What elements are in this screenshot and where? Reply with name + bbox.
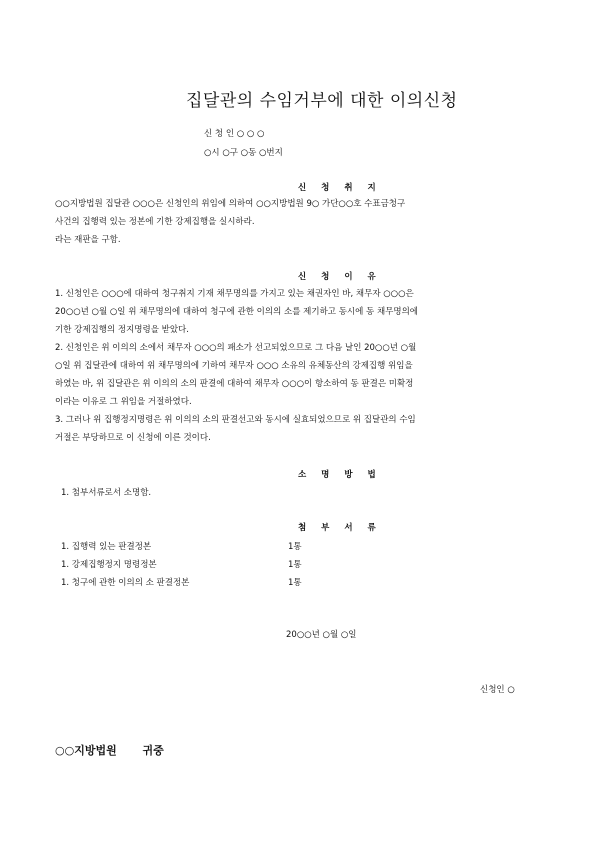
- applicant-name: 신 청 인 ○ ○ ○: [204, 129, 265, 139]
- attachment-item-count: 1통: [288, 542, 302, 552]
- document-title: 집달관의 수임거부에 대한 이의신청: [186, 91, 458, 111]
- reasons-body: [55, 285, 418, 447]
- proof-item: 1. 첨부서류로서 소명함.: [61, 488, 152, 498]
- attachment-item-count: 1통: [288, 578, 302, 588]
- signature-line: 신청인 ○: [480, 685, 515, 695]
- reasons-line: 20○○년 ○월 ○일 위 채무명의에 대하여 청구에 관한 이의의 소를 제기하고 동시에 동 채무명의에: [55, 307, 418, 317]
- attachments-heading: 첨 부 서 류: [298, 523, 382, 533]
- court-name: ○○지방법원: [55, 744, 117, 757]
- court-suffix: 귀중: [142, 744, 164, 757]
- purpose-line: ○○지방법원 집달관 ○○○은 신청인의 위임에 의하여 ○○지방법원 9○ 가단○○호 수표금청구: [55, 199, 406, 209]
- reasons-line: 기한 강제집행의 정지명령을 받았다.: [55, 325, 189, 335]
- purpose-body: [55, 195, 405, 249]
- purpose-line: 라는 재판을 구함.: [55, 235, 121, 245]
- proof-heading: 소 명 방 법: [298, 470, 382, 480]
- reasons-line: 1. 신청인은 ○○○에 대하여 청구취지 기재 채무명의를 가지고 있는 채권자인 바, 채무자 ○○○은: [55, 289, 414, 299]
- reasons-heading: 신 청 이 유: [298, 272, 382, 282]
- reasons-line: 하였는 바, 위 집달관은 위 이의의 소의 판결에 대하여 채무자 ○○○이 항소하여 동 판결은 미확정: [55, 379, 414, 389]
- reasons-line: 2. 신청인은 위 이의의 소에서 채무자 ○○○의 패소가 선고되었으므로 그 다음 날인 20○○년 ○월: [55, 343, 417, 353]
- attachment-item-label: 1. 강제집행정지 명령정본: [61, 560, 157, 570]
- attachment-item-count: 1통: [288, 560, 302, 570]
- purpose-line: 사건의 집행력 있는 정본에 기한 강제집행을 실시하라.: [55, 217, 255, 227]
- reasons-line: 3. 그러나 위 집행정지명령은 위 이의의 소의 판결선고와 동시에 실효되었으므로 위 집달관의 수임: [55, 415, 416, 425]
- attachment-item-label: 1. 집행력 있는 판결정본: [61, 542, 152, 552]
- document-date: 20○○년 ○월 ○일: [286, 630, 357, 640]
- court-addressee: [55, 742, 164, 758]
- attachment-item-label: 1. 청구에 관한 이의의 소 판결정본: [61, 578, 190, 588]
- reasons-line: ○일 위 집달관에 대하여 위 채무명의에 기하여 채무자 ○○○ 소유의 유체동산의 강제집행 위임을: [55, 361, 413, 371]
- applicant-address: ○시 ○구 ○동 ○번지: [204, 148, 283, 158]
- reasons-line: 이라는 이유로 그 위임을 거절하였다.: [55, 397, 192, 407]
- purpose-heading: 신 청 취 지: [298, 183, 382, 193]
- reasons-line: 거절은 부당하므로 이 신청에 이른 것이다.: [55, 433, 211, 443]
